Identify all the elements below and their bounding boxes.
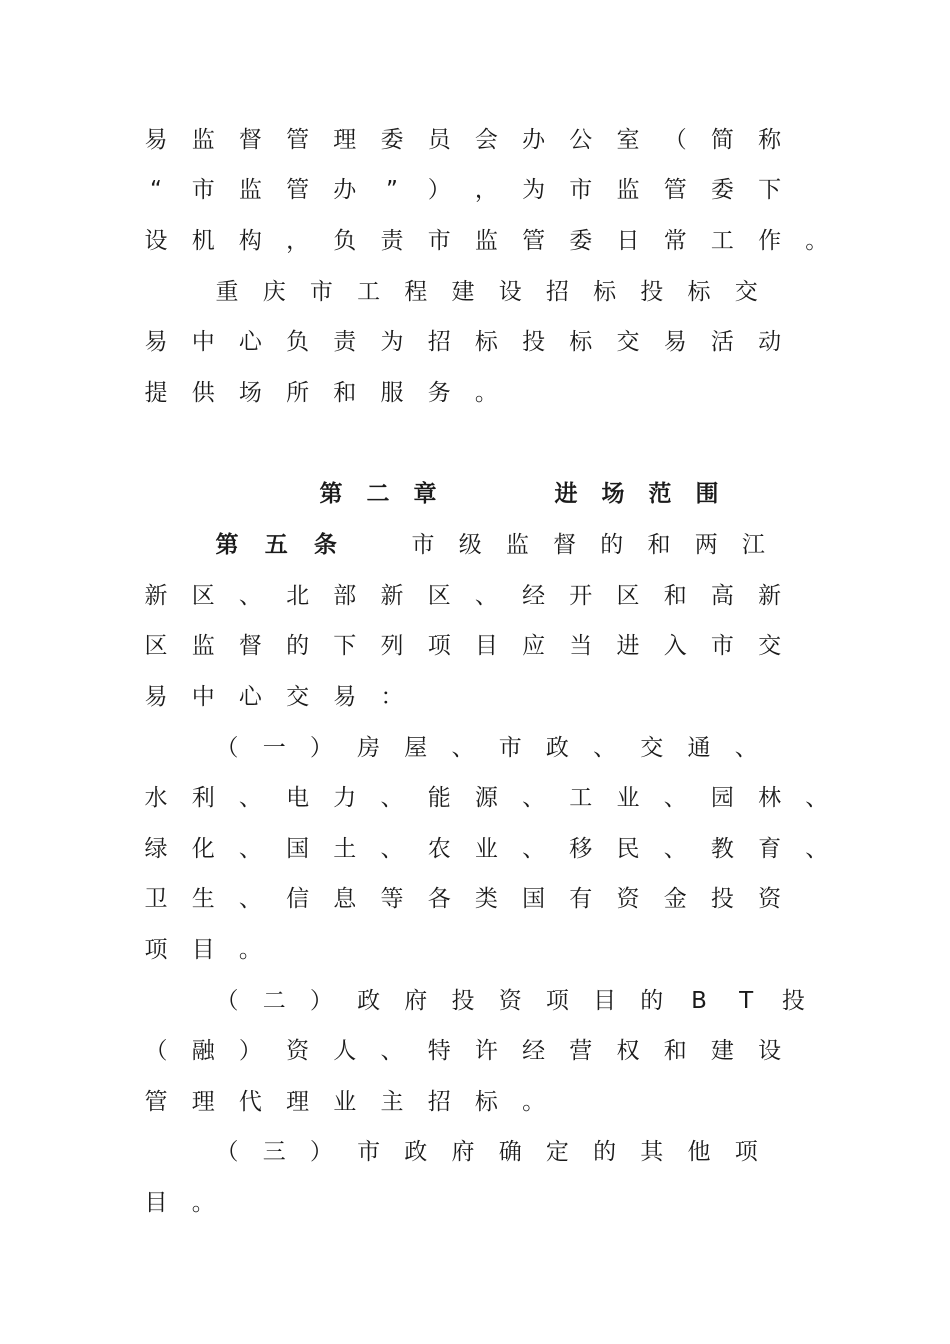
glyph: 下	[333, 633, 357, 659]
glyph: 投	[451, 988, 475, 1014]
item-3-line-2	[0, 1183, 950, 1223]
glyph: 的	[593, 1139, 617, 1165]
glyph: 中	[191, 684, 215, 710]
glyph: 工	[710, 228, 734, 254]
glyph: 一	[262, 735, 286, 761]
glyph: 交	[758, 633, 782, 659]
glyph: 代	[238, 1089, 262, 1115]
glyph: 各	[427, 886, 451, 912]
glyph: 标	[593, 279, 617, 305]
glyph: 动	[758, 329, 782, 355]
glyph: ，	[474, 177, 498, 203]
glyph: 通	[687, 735, 711, 761]
glyph: 项	[734, 1139, 758, 1165]
glyph: 江	[741, 532, 765, 558]
glyph: 日	[616, 228, 640, 254]
glyph: 机	[191, 228, 215, 254]
glyph: 会	[474, 127, 498, 153]
glyph: 业	[474, 836, 498, 862]
glyph: 营	[569, 1038, 593, 1064]
glyph: 服	[380, 380, 404, 406]
glyph: 资	[286, 1038, 310, 1064]
glyph: 农	[427, 836, 451, 862]
glyph: 监	[191, 127, 215, 153]
glyph: 定	[545, 1139, 569, 1165]
item-1-line-4	[0, 879, 950, 919]
glyph: 范	[648, 481, 672, 507]
line-p2-l3	[0, 373, 950, 413]
glyph: 确	[498, 1139, 522, 1165]
glyph: 国	[522, 886, 546, 912]
item-3-line-1	[0, 1132, 950, 1172]
glyph: 二	[366, 481, 390, 507]
glyph: 理	[286, 1089, 310, 1115]
glyph: 围	[695, 481, 719, 507]
glyph: 项	[144, 937, 168, 963]
glyph: 第	[319, 481, 343, 507]
glyph: ，	[286, 228, 310, 254]
item-1-line-5	[0, 930, 950, 970]
glyph: 有	[569, 886, 593, 912]
glyph: 、	[238, 583, 262, 609]
glyph: 建	[451, 279, 475, 305]
glyph: 易	[144, 127, 168, 153]
glyph: 新	[758, 583, 782, 609]
glyph: 投	[640, 279, 664, 305]
glyph: 督	[238, 633, 262, 659]
glyph: ）	[238, 1038, 262, 1064]
glyph: 工	[569, 785, 593, 811]
glyph: 市	[411, 532, 435, 558]
glyph: 易	[663, 329, 687, 355]
glyph: 能	[427, 785, 451, 811]
glyph: 、	[522, 785, 546, 811]
glyph: 交	[286, 684, 310, 710]
glyph: 理	[333, 127, 357, 153]
glyph: 市	[569, 177, 593, 203]
glyph: 标	[569, 329, 593, 355]
glyph: 市	[191, 177, 215, 203]
glyph: 设	[758, 1038, 782, 1064]
glyph: 投	[522, 329, 546, 355]
glyph: 入	[663, 633, 687, 659]
item-2-line-2	[0, 1031, 950, 1071]
glyph: 经	[522, 1038, 546, 1064]
line-p1-l3	[0, 221, 950, 261]
glyph: 他	[687, 1139, 711, 1165]
glyph: 设	[144, 228, 168, 254]
glyph: 构	[238, 228, 262, 254]
glyph: 中	[191, 329, 215, 355]
glyph: 招	[427, 329, 451, 355]
glyph: 利	[191, 785, 215, 811]
glyph: 绿	[144, 836, 168, 862]
glyph: 监	[238, 177, 262, 203]
glyph: 委	[569, 228, 593, 254]
glyph: 和	[663, 583, 687, 609]
glyph: 、	[380, 836, 404, 862]
glyph: 高	[710, 583, 734, 609]
glyph: 五	[264, 532, 288, 558]
glyph: 场	[601, 481, 625, 507]
glyph: 常	[663, 228, 687, 254]
glyph: 业	[616, 785, 640, 811]
glyph: 工	[357, 279, 381, 305]
glyph: 办	[522, 127, 546, 153]
glyph: 的	[286, 633, 310, 659]
glyph: 章	[413, 481, 437, 507]
glyph: 。	[522, 1089, 546, 1115]
glyph: 公	[569, 127, 593, 153]
glyph: 场	[238, 380, 262, 406]
glyph: 、	[522, 836, 546, 862]
glyph: 管	[286, 127, 310, 153]
glyph: 民	[616, 836, 640, 862]
glyph: 融	[191, 1038, 215, 1064]
glyph: 资	[758, 886, 782, 912]
glyph: 条	[313, 532, 337, 558]
glyph: 和	[663, 1038, 687, 1064]
glyph: 理	[191, 1089, 215, 1115]
glyph: 委	[380, 127, 404, 153]
glyph: 负	[333, 228, 357, 254]
glyph: 交	[616, 329, 640, 355]
glyph: 列	[380, 633, 404, 659]
glyph: 国	[286, 836, 310, 862]
glyph: 责	[333, 329, 357, 355]
glyph: 北	[286, 583, 310, 609]
glyph: 和	[333, 380, 357, 406]
glyph: 府	[451, 1139, 475, 1165]
glyph: 源	[474, 785, 498, 811]
glyph: 所	[286, 380, 310, 406]
glyph: 、	[380, 785, 404, 811]
glyph: 市	[710, 633, 734, 659]
glyph: 管	[522, 228, 546, 254]
glyph: 督	[238, 127, 262, 153]
glyph: 府	[404, 988, 428, 1014]
glyph: 其	[640, 1139, 664, 1165]
glyph: 、	[238, 886, 262, 912]
glyph: 简	[710, 127, 734, 153]
glyph: 主	[380, 1089, 404, 1115]
glyph: 项	[427, 633, 451, 659]
glyph: 、	[474, 583, 498, 609]
glyph: 政	[357, 988, 381, 1014]
glyph: 业	[333, 1089, 357, 1115]
glyph: 信	[286, 886, 310, 912]
glyph: ”	[386, 177, 398, 203]
glyph: 。	[805, 228, 829, 254]
glyph: ：	[380, 684, 404, 710]
glyph: 监	[616, 177, 640, 203]
item-2-line-1	[0, 981, 950, 1021]
glyph: 力	[333, 785, 357, 811]
glyph: 标	[474, 1089, 498, 1115]
glyph: 员	[427, 127, 451, 153]
glyph: ）	[309, 1139, 333, 1165]
glyph: 交	[640, 735, 664, 761]
glyph: 项	[545, 988, 569, 1014]
glyph: 政	[404, 1139, 428, 1165]
glyph: 市	[498, 735, 522, 761]
glyph: 等	[380, 886, 404, 912]
glyph: 开	[569, 583, 593, 609]
glyph: 区	[191, 583, 215, 609]
glyph: 、	[805, 836, 829, 862]
glyph: 市	[357, 1139, 381, 1165]
glyph: 建	[710, 1038, 734, 1064]
glyph: 、	[663, 836, 687, 862]
glyph: 的	[600, 532, 624, 558]
glyph: （	[663, 127, 687, 153]
glyph: 室	[616, 127, 640, 153]
glyph: 务	[427, 380, 451, 406]
glyph: 市	[427, 228, 451, 254]
glyph: 化	[191, 836, 215, 862]
glyph: （	[215, 988, 239, 1014]
glyph: 当	[569, 633, 593, 659]
glyph: 投	[710, 886, 734, 912]
item-2-line-3	[0, 1082, 950, 1122]
glyph: 目	[474, 633, 498, 659]
glyph: 心	[238, 329, 262, 355]
glyph: 经	[522, 583, 546, 609]
glyph: 屋	[404, 735, 428, 761]
glyph: 督	[553, 532, 577, 558]
glyph: 为	[522, 177, 546, 203]
glyph: 资	[616, 886, 640, 912]
glyph: B	[691, 988, 707, 1014]
glyph: 目	[593, 988, 617, 1014]
glyph: 新	[380, 583, 404, 609]
glyph: 管	[144, 1089, 168, 1115]
article-5-line-2	[0, 576, 950, 616]
glyph: 负	[286, 329, 310, 355]
glyph: 、	[734, 735, 758, 761]
glyph: 监	[191, 633, 215, 659]
glyph: 市	[309, 279, 333, 305]
glyph: 管	[663, 177, 687, 203]
glyph: “	[150, 177, 162, 203]
glyph: 、	[805, 785, 829, 811]
glyph: 委	[710, 177, 734, 203]
glyph: 提	[144, 380, 168, 406]
glyph: 、	[238, 785, 262, 811]
glyph: 资	[498, 988, 522, 1014]
glyph: 活	[710, 329, 734, 355]
glyph: 、	[380, 1038, 404, 1064]
glyph: 供	[191, 380, 215, 406]
chapter-heading	[0, 474, 950, 514]
glyph: 。	[474, 380, 498, 406]
glyph: 、	[451, 735, 475, 761]
glyph: 。	[238, 937, 262, 963]
glyph: 作	[758, 228, 782, 254]
glyph: 息	[333, 886, 357, 912]
glyph: 教	[710, 836, 734, 862]
glyph: 政	[545, 735, 569, 761]
glyph: 房	[357, 735, 381, 761]
glyph: 区	[144, 633, 168, 659]
glyph: 招	[545, 279, 569, 305]
glyph: 、	[238, 836, 262, 862]
glyph: 易	[333, 684, 357, 710]
glyph: ）	[309, 735, 333, 761]
glyph: 、	[663, 785, 687, 811]
glyph: 易	[144, 329, 168, 355]
glyph: 进	[616, 633, 640, 659]
glyph: 。	[191, 1190, 215, 1216]
glyph: 电	[286, 785, 310, 811]
glyph: 林	[758, 785, 782, 811]
line-p1-l1	[0, 120, 950, 160]
article-5-line-4	[0, 677, 950, 717]
glyph: 、	[593, 735, 617, 761]
glyph: 进	[554, 481, 578, 507]
glyph: 称	[758, 127, 782, 153]
glyph: 目	[144, 1190, 168, 1216]
glyph: 办	[333, 177, 357, 203]
line-p1-l2	[0, 170, 950, 210]
glyph: 监	[505, 532, 529, 558]
glyph: 标	[687, 279, 711, 305]
glyph: 监	[474, 228, 498, 254]
glyph: 投	[781, 988, 805, 1014]
glyph: 生	[191, 886, 215, 912]
article-5-line-1	[0, 525, 950, 565]
glyph: 园	[710, 785, 734, 811]
glyph: 育	[758, 836, 782, 862]
line-p2-l1	[0, 272, 950, 312]
glyph: 重	[215, 279, 239, 305]
glyph: 新	[144, 583, 168, 609]
item-1-line-2	[0, 778, 950, 818]
glyph: 三	[262, 1139, 286, 1165]
glyph: 卫	[144, 886, 168, 912]
glyph: T	[739, 988, 754, 1014]
glyph: 特	[427, 1038, 451, 1064]
glyph: 设	[498, 279, 522, 305]
item-1-line-3	[0, 829, 950, 869]
glyph: 人	[333, 1038, 357, 1064]
glyph: 第	[215, 532, 239, 558]
glyph: 金	[663, 886, 687, 912]
glyph: 二	[262, 988, 286, 1014]
glyph: 招	[427, 1089, 451, 1115]
glyph: 标	[474, 329, 498, 355]
glyph: 目	[191, 937, 215, 963]
glyph: ）	[309, 988, 333, 1014]
glyph: 类	[474, 886, 498, 912]
glyph: （	[215, 735, 239, 761]
glyph: （	[144, 1038, 168, 1064]
glyph: ）	[427, 177, 451, 203]
glyph: 交	[734, 279, 758, 305]
glyph: 移	[569, 836, 593, 862]
glyph: 程	[404, 279, 428, 305]
line-p2-l2	[0, 322, 950, 362]
glyph: 为	[380, 329, 404, 355]
glyph: 庆	[262, 279, 286, 305]
glyph: 部	[333, 583, 357, 609]
glyph: 心	[238, 684, 262, 710]
glyph: 土	[333, 836, 357, 862]
glyph: 级	[458, 532, 482, 558]
glyph: 权	[616, 1038, 640, 1064]
glyph: 区	[616, 583, 640, 609]
article-5-line-3	[0, 626, 950, 666]
item-1-line-1	[0, 728, 950, 768]
glyph: 的	[640, 988, 664, 1014]
glyph: （	[215, 1139, 239, 1165]
glyph: 下	[758, 177, 782, 203]
glyph: 责	[380, 228, 404, 254]
glyph: 管	[286, 177, 310, 203]
glyph: 易	[144, 684, 168, 710]
glyph: 水	[144, 785, 168, 811]
glyph: 应	[522, 633, 546, 659]
glyph: 两	[694, 532, 718, 558]
glyph: 区	[427, 583, 451, 609]
glyph: 许	[474, 1038, 498, 1064]
glyph: 和	[647, 532, 671, 558]
